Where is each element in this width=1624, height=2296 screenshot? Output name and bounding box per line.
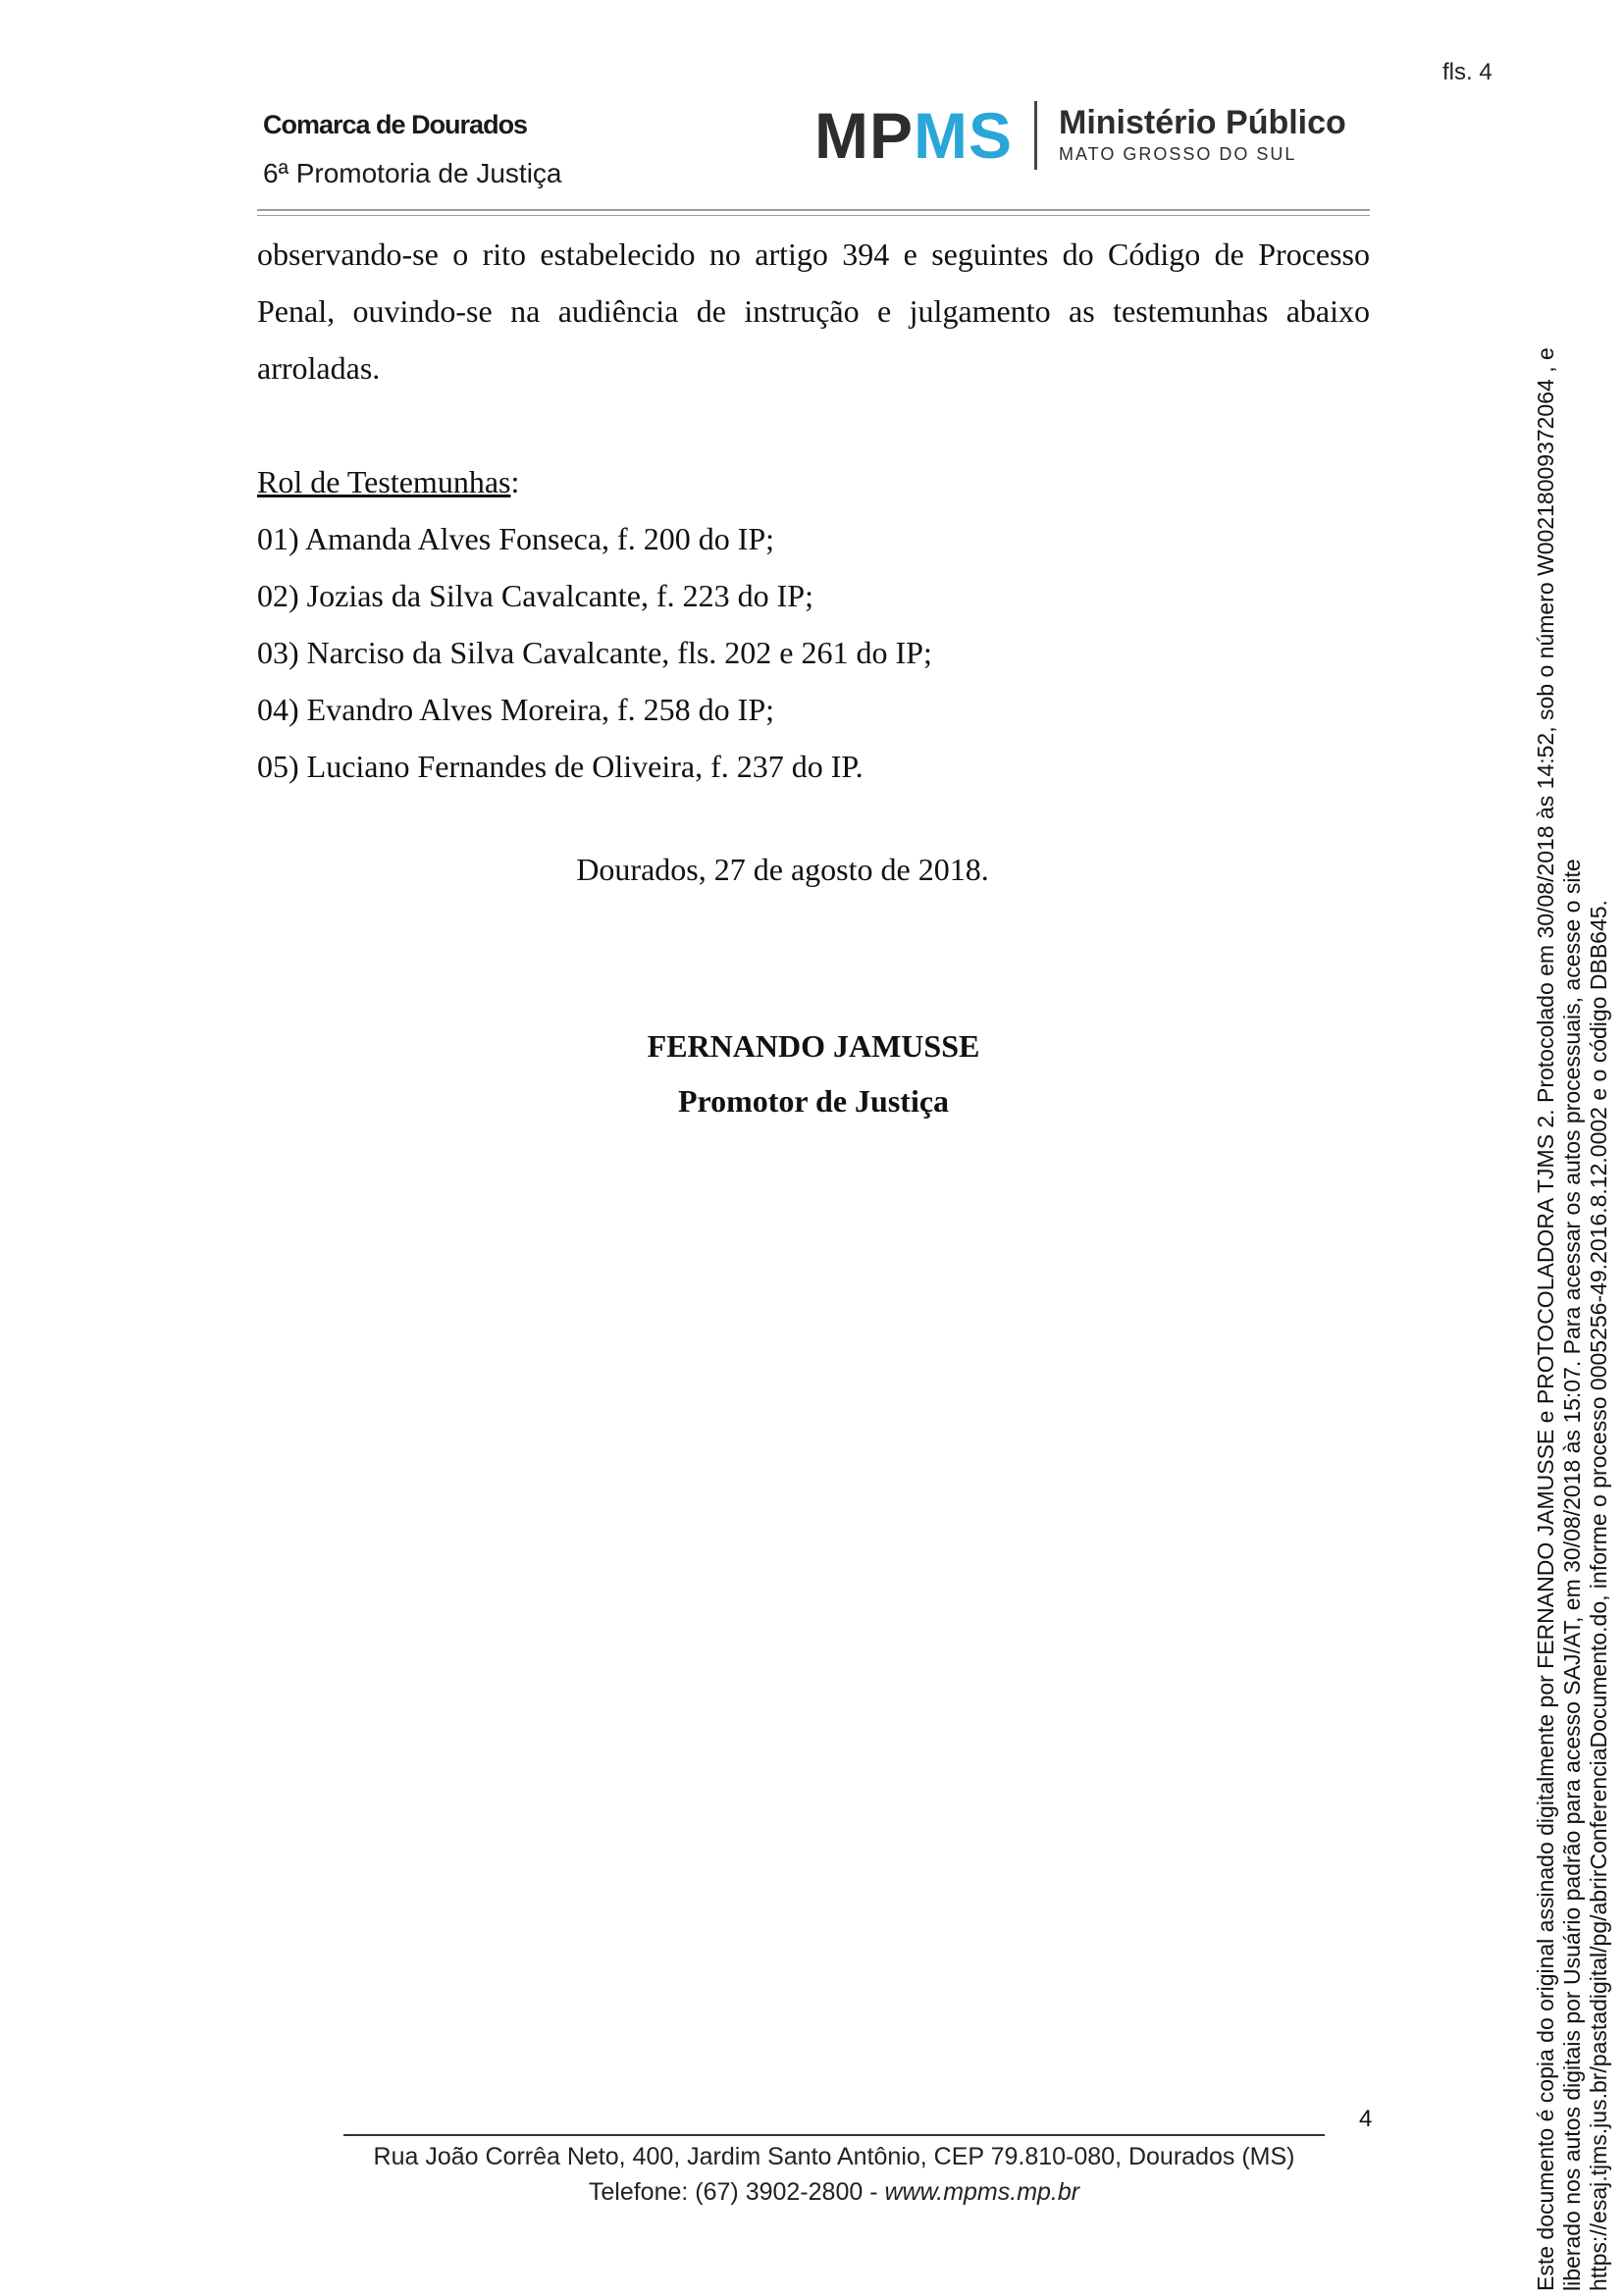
- logo-text: [1059, 103, 1346, 166]
- mpms-logo: [814, 96, 1346, 175]
- page-number: 4: [1359, 2106, 1373, 2132]
- witness-list-title: Rol de Testemunhas: [257, 464, 511, 499]
- promotoria-label: 6ª Promotoria de Justiça: [263, 158, 562, 188]
- witness-item: 02) Jozias da Silva Cavalcante, f. 223 do IP;: [257, 578, 813, 613]
- logo-divider: [1034, 101, 1037, 170]
- stamp-line-2: liberado nos autos digitais por Usuário padrão para acesso SAJ/AT, em 30/08/2018 às 15:07. Para acessar os autos processuais, acesse o site: [1559, 859, 1585, 2291]
- header-rule-top: [257, 209, 1370, 211]
- logo-title: Ministério Público: [1059, 103, 1346, 141]
- document-date: Dourados, 27 de agosto de 2018.: [576, 852, 989, 887]
- witness-item: 01) Amanda Alves Fonseca, f. 200 do IP;: [257, 521, 775, 556]
- body-paragraph: observando-se o rito estabelecido no artigo 394 e seguintes do Código de Processo Penal, ouvindo-se na audiência de instrução e julgamento as testemunhas abaixo arroladas.: [257, 236, 1370, 386]
- digital-signature-stamp: [1533, 113, 1612, 2291]
- header-rule-bottom: [257, 215, 1370, 216]
- logo-mark: [814, 99, 1013, 172]
- footer: [343, 2139, 1325, 2210]
- signer-role: Promotor de Justiça: [677, 1083, 950, 1119]
- witness-list-heading: [257, 453, 1370, 510]
- folio-number: fls. 4: [1442, 59, 1493, 85]
- witness-item: 05) Luciano Fernandes de Oliveira, f. 237 do IP.: [257, 749, 864, 784]
- signer-name: FERNANDO JAMUSSE: [647, 1028, 980, 1064]
- footer-address: Rua João Corrêa Neto, 400, Jardim Santo Antônio, CEP 79.810-080, Dourados (MS): [373, 2143, 1295, 2170]
- witness-list: [257, 453, 1370, 795]
- footer-rule: [343, 2134, 1325, 2136]
- comarca-label: Comarca de Dourados: [263, 110, 528, 139]
- footer-phone: Telefone: (67) 3902-2800 -: [588, 2178, 885, 2206]
- header-left: [263, 110, 562, 189]
- logo-mark-ms: MS: [914, 99, 1013, 172]
- footer-url[interactable]: www.mpms.mp.br: [884, 2178, 1080, 2206]
- witness-item: 03) Narciso da Silva Cavalcante, fls. 202 e 261 do IP;: [257, 635, 932, 670]
- logo-subtitle: MATO GROSSO DO SUL: [1059, 144, 1297, 165]
- logo-mark-mp: MP: [814, 99, 914, 172]
- signature-block: [257, 1018, 1370, 1128]
- stamp-line-3: https://esaj.tjms.jus.br/pastadigital/pg/abrirConferenciaDocumento.do, informe o processo 0005256-49.2016.8.12.0002 e o código DBB645.: [1586, 900, 1611, 2291]
- witness-list-colon: :: [510, 464, 520, 499]
- footer-contact: [343, 2174, 1325, 2210]
- stamp-line-1: Este documento é copia do original assinado digitalmente por FERNANDO JAMUSSE e PROTOCOLADORA TJMS 2. Protocolado em 30/08/2018 às 14:52, sob o número W00218009372064 , e: [1533, 347, 1558, 2291]
- witness-item: 04) Evandro Alves Moreira, f. 258 do IP;: [257, 692, 775, 727]
